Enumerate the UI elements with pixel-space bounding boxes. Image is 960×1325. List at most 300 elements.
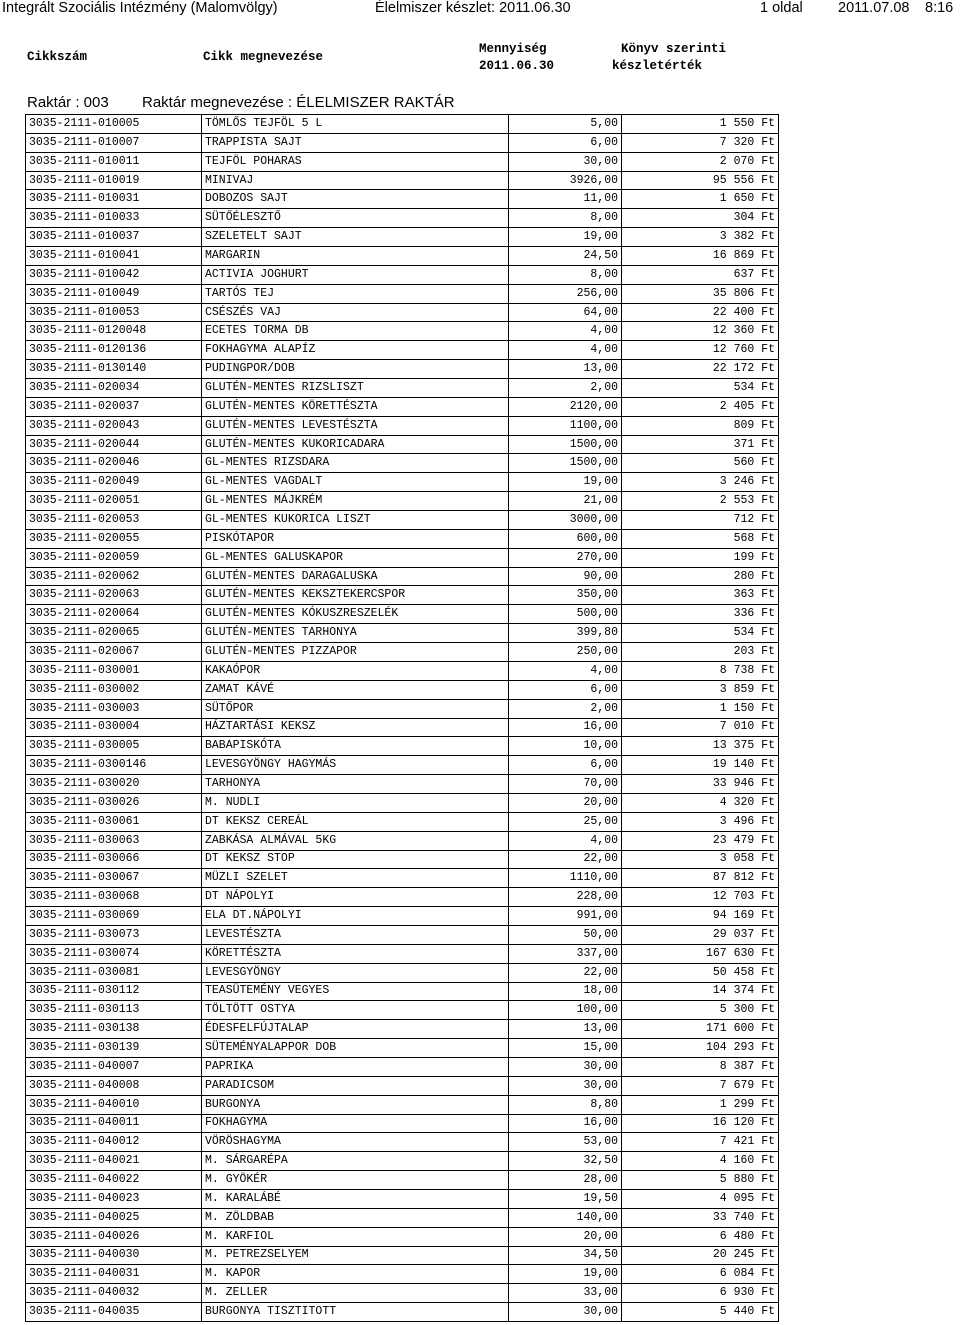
item-value: 568 Ft: [622, 529, 779, 548]
item-value: 534 Ft: [622, 379, 779, 398]
column-header-quantity-date: 2011.06.30: [479, 59, 555, 73]
item-code: 3035-2111-020059: [26, 548, 202, 567]
item-quantity: 2,00: [509, 699, 622, 718]
print-date: 2011.07.08: [838, 0, 910, 16]
item-name: GLUTÉN-MENTES LEVESTÉSZTA: [202, 416, 509, 435]
item-code: 3035-2111-020043: [26, 416, 202, 435]
item-value: 14 374 Ft: [622, 982, 779, 1001]
table-row: [26, 529, 779, 548]
item-quantity: 64,00: [509, 303, 622, 322]
item-code: 3035-2111-030002: [26, 680, 202, 699]
item-value: 33 740 Ft: [622, 1208, 779, 1227]
table-row: [26, 605, 779, 624]
table-row: [26, 1133, 779, 1152]
item-name: FOKHAGYMA ALAPÍZ: [202, 341, 509, 360]
item-name: GL-MENTES RIZSDARA: [202, 454, 509, 473]
item-value: 203 Ft: [622, 643, 779, 662]
item-name: LEVESGYÖNGY HAGYMÁS: [202, 756, 509, 775]
item-name: SZELETELT SAJT: [202, 228, 509, 247]
item-name: TEJFÖL POHARAS: [202, 152, 509, 171]
item-value: 534 Ft: [622, 624, 779, 643]
table-row: [26, 1057, 779, 1076]
item-name: GLUTÉN-MENTES KUKORICADARA: [202, 435, 509, 454]
item-code: 3035-2111-030073: [26, 925, 202, 944]
item-code: 3035-2111-030066: [26, 850, 202, 869]
item-value: 3 859 Ft: [622, 680, 779, 699]
item-quantity: 500,00: [509, 605, 622, 624]
item-value: 6 930 Ft: [622, 1284, 779, 1303]
item-code: 3035-2111-030061: [26, 812, 202, 831]
inventory-table: [25, 114, 779, 1322]
item-value: 336 Ft: [622, 605, 779, 624]
item-name: BABAPISKÓTA: [202, 737, 509, 756]
item-value: 1 550 Ft: [622, 115, 779, 134]
item-value: 637 Ft: [622, 265, 779, 284]
item-quantity: 5,00: [509, 115, 622, 134]
item-name: ÉDESFELFÚJTALAP: [202, 1020, 509, 1039]
item-quantity: 1500,00: [509, 435, 622, 454]
item-name: GLUTÉN-MENTES KÖRETTÉSZTA: [202, 397, 509, 416]
item-code: 3035-2111-040007: [26, 1057, 202, 1076]
item-value: 5 300 Ft: [622, 1001, 779, 1020]
table-row: [26, 1152, 779, 1171]
item-name: ZAMAT KÁVÉ: [202, 680, 509, 699]
item-name: GL-MENTES GALUSKAPOR: [202, 548, 509, 567]
item-name: ECETES TORMA DB: [202, 322, 509, 341]
item-quantity: 32,50: [509, 1152, 622, 1171]
item-quantity: 19,00: [509, 473, 622, 492]
item-code: 3035-2111-010011: [26, 152, 202, 171]
item-value: 7 320 Ft: [622, 133, 779, 152]
table-row: [26, 228, 779, 247]
item-name: GL-MENTES KUKORICA LISZT: [202, 511, 509, 530]
item-name: TRAPPISTA SAJT: [202, 133, 509, 152]
item-name: TÖMLŐS TEJFÖL 5 L: [202, 115, 509, 134]
item-code: 3035-2111-0120048: [26, 322, 202, 341]
item-code: 3035-2111-010033: [26, 209, 202, 228]
item-code: 3035-2111-010007: [26, 133, 202, 152]
table-row: [26, 680, 779, 699]
table-row: [26, 1095, 779, 1114]
warehouse-code: Raktár : 003: [27, 94, 109, 111]
item-quantity: 6,00: [509, 680, 622, 699]
table-row: [26, 567, 779, 586]
item-value: 16 120 Ft: [622, 1114, 779, 1133]
item-name: KÖRETTÉSZTA: [202, 944, 509, 963]
table-row: [26, 586, 779, 605]
item-value: 12 760 Ft: [622, 341, 779, 360]
item-quantity: 18,00: [509, 982, 622, 1001]
item-quantity: 16,00: [509, 718, 622, 737]
item-name: VÖRÖSHAGYMA: [202, 1133, 509, 1152]
item-value: 2 405 Ft: [622, 397, 779, 416]
table-row: [26, 831, 779, 850]
table-row: [26, 133, 779, 152]
item-code: 3035-2111-020064: [26, 605, 202, 624]
item-quantity: 70,00: [509, 775, 622, 794]
item-quantity: 399,80: [509, 624, 622, 643]
item-quantity: 4,00: [509, 831, 622, 850]
item-name: CSÉSZÉS VAJ: [202, 303, 509, 322]
item-value: 363 Ft: [622, 586, 779, 605]
item-quantity: 4,00: [509, 341, 622, 360]
item-value: 4 160 Ft: [622, 1152, 779, 1171]
item-code: 3035-2111-040008: [26, 1076, 202, 1095]
item-quantity: 270,00: [509, 548, 622, 567]
item-name: ZABKÁSA ALMÁVAL 5KG: [202, 831, 509, 850]
item-code: 3035-2111-030067: [26, 869, 202, 888]
page-number: 1 oldal: [760, 0, 803, 16]
table-row: [26, 322, 779, 341]
item-value: 23 479 Ft: [622, 831, 779, 850]
item-code: 3035-2111-030063: [26, 831, 202, 850]
item-quantity: 8,00: [509, 209, 622, 228]
item-quantity: 100,00: [509, 1001, 622, 1020]
column-header-name: Cikk megnevezése: [203, 50, 324, 64]
table-row: [26, 1020, 779, 1039]
item-code: 3035-2111-040026: [26, 1227, 202, 1246]
item-code: 3035-2111-020051: [26, 492, 202, 511]
item-value: 167 630 Ft: [622, 944, 779, 963]
item-value: 95 556 Ft: [622, 171, 779, 190]
table-row: [26, 284, 779, 303]
item-value: 8 387 Ft: [622, 1057, 779, 1076]
item-code: 3035-2111-020044: [26, 435, 202, 454]
item-name: MARGARIN: [202, 247, 509, 266]
item-quantity: 2120,00: [509, 397, 622, 416]
item-name: PAPRIKA: [202, 1057, 509, 1076]
item-quantity: 22,00: [509, 850, 622, 869]
item-name: TARHONYA: [202, 775, 509, 794]
item-value: 809 Ft: [622, 416, 779, 435]
item-name: BURGONYA TISZTITOTT: [202, 1303, 509, 1322]
item-quantity: 13,00: [509, 1020, 622, 1039]
item-code: 3035-2111-040035: [26, 1303, 202, 1322]
item-quantity: 140,00: [509, 1208, 622, 1227]
item-quantity: 3926,00: [509, 171, 622, 190]
item-quantity: 20,00: [509, 1227, 622, 1246]
item-value: 712 Ft: [622, 511, 779, 530]
item-name: PUDINGPOR/DOB: [202, 360, 509, 379]
item-name: PARADICSOM: [202, 1076, 509, 1095]
item-quantity: 24,50: [509, 247, 622, 266]
table-row: [26, 548, 779, 567]
item-code: 3035-2111-020062: [26, 567, 202, 586]
item-name: DOBOZOS SAJT: [202, 190, 509, 209]
table-row: [26, 1284, 779, 1303]
table-row: [26, 643, 779, 662]
item-name: GLUTÉN-MENTES DARAGALUSKA: [202, 567, 509, 586]
item-name: KAKAÓPOR: [202, 661, 509, 680]
item-quantity: 19,00: [509, 228, 622, 247]
table-row: [26, 718, 779, 737]
item-quantity: 991,00: [509, 907, 622, 926]
item-code: 3035-2111-040011: [26, 1114, 202, 1133]
item-quantity: 30,00: [509, 152, 622, 171]
item-quantity: 600,00: [509, 529, 622, 548]
table-row: [26, 303, 779, 322]
item-quantity: 4,00: [509, 661, 622, 680]
item-name: GLUTÉN-MENTES PIZZAPOR: [202, 643, 509, 662]
item-value: 50 458 Ft: [622, 963, 779, 982]
item-quantity: 2,00: [509, 379, 622, 398]
item-value: 20 245 Ft: [622, 1246, 779, 1265]
item-value: 35 806 Ft: [622, 284, 779, 303]
item-quantity: 90,00: [509, 567, 622, 586]
item-code: 3035-2111-030003: [26, 699, 202, 718]
item-value: 4 095 Ft: [622, 1189, 779, 1208]
item-name: BURGONYA: [202, 1095, 509, 1114]
item-code: 3035-2111-010041: [26, 247, 202, 266]
item-quantity: 256,00: [509, 284, 622, 303]
item-quantity: 50,00: [509, 925, 622, 944]
item-value: 371 Ft: [622, 435, 779, 454]
item-code: 3035-2111-030005: [26, 737, 202, 756]
item-name: GLUTÉN-MENTES TARHONYA: [202, 624, 509, 643]
table-row: [26, 925, 779, 944]
item-value: 2 070 Ft: [622, 152, 779, 171]
column-header-book-value: Könyv szerinti: [621, 42, 727, 56]
item-code: 3035-2111-030068: [26, 888, 202, 907]
table-row: [26, 492, 779, 511]
item-code: 3035-2111-030020: [26, 775, 202, 794]
item-code: 3035-2111-0120136: [26, 341, 202, 360]
item-name: DT KEKSZ STOP: [202, 850, 509, 869]
item-name: M. PETREZSELYEM: [202, 1246, 509, 1265]
item-code: 3035-2111-010042: [26, 265, 202, 284]
item-code: 3035-2111-010049: [26, 284, 202, 303]
item-code: 3035-2111-040030: [26, 1246, 202, 1265]
item-code: 3035-2111-030026: [26, 793, 202, 812]
item-code: 3035-2111-040021: [26, 1152, 202, 1171]
item-quantity: 250,00: [509, 643, 622, 662]
item-value: 5 880 Ft: [622, 1171, 779, 1190]
table-row: [26, 1171, 779, 1190]
item-code: 3035-2111-040022: [26, 1171, 202, 1190]
item-code: 3035-2111-020063: [26, 586, 202, 605]
item-value: 199 Ft: [622, 548, 779, 567]
table-row: [26, 435, 779, 454]
item-quantity: 25,00: [509, 812, 622, 831]
table-row: [26, 1189, 779, 1208]
item-name: ELA DT.NÁPOLYI: [202, 907, 509, 926]
item-name: M. KAPOR: [202, 1265, 509, 1284]
item-quantity: 30,00: [509, 1076, 622, 1095]
table-row: [26, 152, 779, 171]
item-name: DT NÁPOLYI: [202, 888, 509, 907]
item-name: TÖLTÖTT OSTYA: [202, 1001, 509, 1020]
item-code: 3035-2111-030139: [26, 1039, 202, 1058]
item-quantity: 10,00: [509, 737, 622, 756]
table-row: [26, 1246, 779, 1265]
item-name: GL-MENTES VAGDALT: [202, 473, 509, 492]
table-row: [26, 850, 779, 869]
item-code: 3035-2111-0300146: [26, 756, 202, 775]
column-header-quantity: Mennyiség: [479, 42, 547, 56]
item-name: FOKHAGYMA: [202, 1114, 509, 1133]
item-value: 2 553 Ft: [622, 492, 779, 511]
item-quantity: 15,00: [509, 1039, 622, 1058]
table-row: [26, 661, 779, 680]
table-row: [26, 793, 779, 812]
table-row: [26, 624, 779, 643]
item-code: 3035-2111-030001: [26, 661, 202, 680]
table-row: [26, 737, 779, 756]
item-name: M. ZÖLDBAB: [202, 1208, 509, 1227]
print-time: 8:16: [925, 0, 954, 16]
table-row: [26, 265, 779, 284]
table-row: [26, 699, 779, 718]
table-row: [26, 473, 779, 492]
warehouse-name: Raktár megnevezése : ÉLELMISZER RAKTÁR: [142, 94, 455, 111]
table-row: [26, 341, 779, 360]
item-quantity: 1110,00: [509, 869, 622, 888]
column-header-code: Cikkszám: [27, 50, 88, 64]
item-quantity: 19,00: [509, 1265, 622, 1284]
item-value: 280 Ft: [622, 567, 779, 586]
item-code: 3035-2111-010005: [26, 115, 202, 134]
item-value: 304 Ft: [622, 209, 779, 228]
item-code: 3035-2111-020034: [26, 379, 202, 398]
table-row: [26, 397, 779, 416]
item-value: 4 320 Ft: [622, 793, 779, 812]
item-code: 3035-2111-040023: [26, 1189, 202, 1208]
item-quantity: 30,00: [509, 1057, 622, 1076]
table-row: [26, 812, 779, 831]
item-quantity: 19,50: [509, 1189, 622, 1208]
item-value: 3 382 Ft: [622, 228, 779, 247]
table-row: [26, 869, 779, 888]
table-row: [26, 1114, 779, 1133]
item-name: GLUTÉN-MENTES KÓKUSZRESZELÉK: [202, 605, 509, 624]
item-quantity: 13,00: [509, 360, 622, 379]
item-value: 7 010 Ft: [622, 718, 779, 737]
table-row: [26, 1265, 779, 1284]
item-code: 3035-2111-030004: [26, 718, 202, 737]
item-code: 3035-2111-020046: [26, 454, 202, 473]
item-value: 12 360 Ft: [622, 322, 779, 341]
item-name: SÜTEMÉNYALAPPOR DOB: [202, 1039, 509, 1058]
item-quantity: 4,00: [509, 322, 622, 341]
item-value: 19 140 Ft: [622, 756, 779, 775]
item-value: 5 440 Ft: [622, 1303, 779, 1322]
table-row: [26, 1076, 779, 1095]
item-name: M. KARALÁBÉ: [202, 1189, 509, 1208]
table-row: [26, 247, 779, 266]
table-row: [26, 1001, 779, 1020]
item-quantity: 33,00: [509, 1284, 622, 1303]
table-row: [26, 907, 779, 926]
item-name: GL-MENTES MÁJKRÉM: [202, 492, 509, 511]
report-title: Élelmiszer készlet: 2011.06.30: [375, 0, 571, 16]
item-code: 3035-2111-040031: [26, 1265, 202, 1284]
item-quantity: 8,00: [509, 265, 622, 284]
item-code: 3035-2111-010031: [26, 190, 202, 209]
item-quantity: 20,00: [509, 793, 622, 812]
item-value: 12 703 Ft: [622, 888, 779, 907]
item-name: SÜTŐPOR: [202, 699, 509, 718]
item-name: SÜTŐÉLESZTŐ: [202, 209, 509, 228]
table-row: [26, 1227, 779, 1246]
report-header: [0, 0, 960, 22]
item-name: MINIVAJ: [202, 171, 509, 190]
item-name: PISKÓTAPOR: [202, 529, 509, 548]
table-row: [26, 963, 779, 982]
item-quantity: 34,50: [509, 1246, 622, 1265]
item-quantity: 30,00: [509, 1303, 622, 1322]
item-name: MÜZLI SZELET: [202, 869, 509, 888]
item-value: 13 375 Ft: [622, 737, 779, 756]
item-value: 3 246 Ft: [622, 473, 779, 492]
item-quantity: 53,00: [509, 1133, 622, 1152]
item-name: M. ZELLER: [202, 1284, 509, 1303]
table-row: [26, 511, 779, 530]
item-name: TEASÜTEMÉNY VEGYES: [202, 982, 509, 1001]
column-header-stock-value: készletérték: [612, 59, 703, 73]
item-code: 3035-2111-020049: [26, 473, 202, 492]
table-row: [26, 209, 779, 228]
item-code: 3035-2111-030074: [26, 944, 202, 963]
item-name: DT KEKSZ CEREÁL: [202, 812, 509, 831]
table-row: [26, 944, 779, 963]
item-code: 3035-2111-020037: [26, 397, 202, 416]
item-value: 7 679 Ft: [622, 1076, 779, 1095]
item-value: 3 058 Ft: [622, 850, 779, 869]
table-row: [26, 416, 779, 435]
item-name: ACTIVIA JOGHURT: [202, 265, 509, 284]
item-value: 6 480 Ft: [622, 1227, 779, 1246]
item-quantity: 22,00: [509, 963, 622, 982]
item-code: 3035-2111-030113: [26, 1001, 202, 1020]
item-quantity: 8,80: [509, 1095, 622, 1114]
item-code: 3035-2111-020065: [26, 624, 202, 643]
table-row: [26, 454, 779, 473]
item-quantity: 228,00: [509, 888, 622, 907]
table-row: [26, 756, 779, 775]
item-name: M. SÁRGARÉPA: [202, 1152, 509, 1171]
item-name: GLUTÉN-MENTES KEKSZTEKERCSPOR: [202, 586, 509, 605]
table-row: [26, 982, 779, 1001]
item-value: 560 Ft: [622, 454, 779, 473]
item-value: 29 037 Ft: [622, 925, 779, 944]
item-code: 3035-2111-020055: [26, 529, 202, 548]
item-code: 3035-2111-030081: [26, 963, 202, 982]
item-code: 3035-2111-010053: [26, 303, 202, 322]
item-code: 3035-2111-010037: [26, 228, 202, 247]
item-value: 16 869 Ft: [622, 247, 779, 266]
item-value: 1 650 Ft: [622, 190, 779, 209]
item-quantity: 16,00: [509, 1114, 622, 1133]
table-row: [26, 775, 779, 794]
item-code: 3035-2111-030069: [26, 907, 202, 926]
item-quantity: 350,00: [509, 586, 622, 605]
item-value: 22 400 Ft: [622, 303, 779, 322]
item-value: 6 084 Ft: [622, 1265, 779, 1284]
item-value: 8 738 Ft: [622, 661, 779, 680]
item-code: 3035-2111-0130140: [26, 360, 202, 379]
item-name: M. NUDLI: [202, 793, 509, 812]
table-row: [26, 360, 779, 379]
item-code: 3035-2111-020053: [26, 511, 202, 530]
item-code: 3035-2111-030112: [26, 982, 202, 1001]
item-value: 104 293 Ft: [622, 1039, 779, 1058]
item-quantity: 337,00: [509, 944, 622, 963]
item-name: TARTÓS TEJ: [202, 284, 509, 303]
item-name: HÁZTARTÁSI KEKSZ: [202, 718, 509, 737]
item-quantity: 3000,00: [509, 511, 622, 530]
item-code: 3035-2111-010019: [26, 171, 202, 190]
item-value: 94 169 Ft: [622, 907, 779, 926]
